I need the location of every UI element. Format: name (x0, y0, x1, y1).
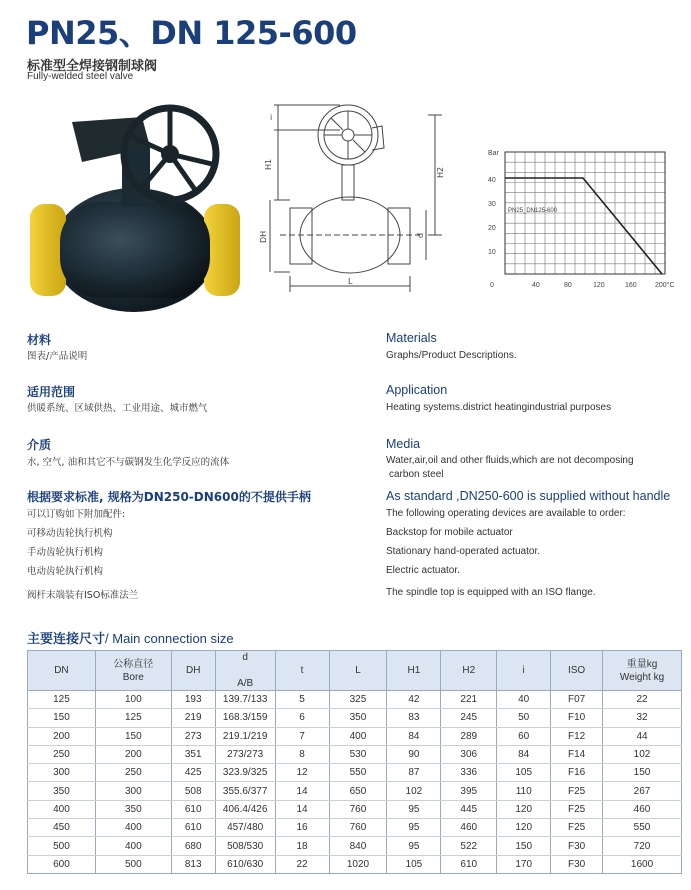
table-cell: 95 (387, 819, 441, 837)
header-d-bottom: A/B (237, 678, 254, 689)
label-i: i (270, 113, 273, 122)
table-cell: F16 (551, 764, 603, 782)
header-dn: DN (28, 651, 96, 691)
standard-en-note: The spindle top is equipped with an ISO flange. (386, 587, 596, 598)
dimensions-table (27, 650, 682, 874)
media-cn-text: 水, 空气, 油和其它不与碳钢发生化学反应的流体 (27, 457, 230, 468)
header-d-top: d (242, 652, 248, 663)
media-en-title: Media (386, 437, 421, 451)
table-cell: 600 (28, 855, 96, 873)
table-cell: F30 (551, 837, 603, 855)
table-cell: 150 (28, 709, 96, 727)
table-cell: 120 (497, 819, 551, 837)
standard-cn (27, 489, 311, 605)
application-cn-text: 供暖系统、区域供热、工业用途、城市燃气 (27, 403, 208, 414)
table-cell: 102 (603, 745, 682, 763)
application-cn-title: 适用范围 (27, 385, 76, 399)
table-cell: 306 (441, 745, 497, 763)
table-cell: F07 (551, 691, 603, 709)
application-en-text: Heating systems.district heatingindustrial purposes (386, 402, 612, 413)
table-cell: 350 (329, 709, 387, 727)
table-cell: 200 (28, 727, 96, 745)
table-cell: 267 (603, 782, 682, 800)
table-cell: 139.7/133 (215, 691, 275, 709)
table-cell: 550 (603, 819, 682, 837)
table-cell: 100 (95, 691, 171, 709)
standard-cn-item: 电动齿轮执行机构 (27, 566, 104, 577)
standard-cn-item: 手动齿轮执行机构 (27, 547, 104, 558)
table-row (28, 727, 682, 745)
header-iso: ISO (551, 651, 603, 691)
graph-x-tick: 160 (625, 282, 637, 289)
graph-x-tick: 0 (490, 282, 494, 289)
table-cell: 355.6/377 (215, 782, 275, 800)
table-cell: F25 (551, 782, 603, 800)
table-cell: 460 (441, 819, 497, 837)
header-h2: H2 (441, 651, 497, 691)
table-row (28, 855, 682, 873)
table-cell: F25 (551, 800, 603, 818)
table-cell: 1600 (603, 855, 682, 873)
table-cell: 400 (28, 800, 96, 818)
table-cell: 720 (603, 837, 682, 855)
table-cell: 300 (95, 782, 171, 800)
header-bore-cn: 公称直径 (113, 658, 154, 670)
materials-en-text: Graphs/Product Descriptions. (386, 350, 517, 361)
application-cn (27, 384, 208, 416)
table-cell: 193 (171, 691, 215, 709)
table-cell: 530 (329, 745, 387, 763)
page-title: PN25、DN 125-600 (26, 14, 357, 52)
table-cell: 125 (28, 691, 96, 709)
table-header-row (28, 651, 682, 691)
table-cell: 120 (497, 800, 551, 818)
table-cell: 273 (171, 727, 215, 745)
standard-en (386, 488, 670, 602)
standard-en-item: Backstop for mobile actuator (386, 527, 513, 538)
table-cell: 7 (275, 727, 329, 745)
media-cn (27, 437, 229, 470)
standard-en-item: Stationary hand-operated actuator. (386, 546, 540, 557)
table-cell: 32 (603, 709, 682, 727)
table-cell: 22 (275, 855, 329, 873)
table-cell: 219 (171, 709, 215, 727)
table-cell: 84 (387, 727, 441, 745)
subtitle-chinese: 标准型全焊接钢制球阀 (27, 59, 158, 74)
table-cell: 50 (497, 709, 551, 727)
graph-y-tick: 20 (488, 225, 496, 232)
media-en-text-line1: Water,air,oil and other fluids,which are not decomposing (386, 455, 634, 466)
header-t: t (275, 651, 329, 691)
table-cell: 351 (171, 745, 215, 763)
table-cell: 44 (603, 727, 682, 745)
materials-en-title: Materials (386, 331, 437, 345)
table-cell: 500 (28, 837, 96, 855)
table-cell: 168.3/159 (215, 709, 275, 727)
table-cell: 14 (275, 782, 329, 800)
table-row (28, 800, 682, 818)
table-cell: 273/273 (215, 745, 275, 763)
table-cell: 406.4/426 (215, 800, 275, 818)
header-weight-cn: 重量kg (626, 658, 658, 670)
table-cell: 508/530 (215, 837, 275, 855)
table-row (28, 709, 682, 727)
table-cell: 1020 (329, 855, 387, 873)
materials-en (386, 330, 517, 363)
table-cell: 40 (497, 691, 551, 709)
table-cell: 680 (171, 837, 215, 855)
table-cell: 522 (441, 837, 497, 855)
graph-x-tick: 80 (564, 282, 572, 289)
table-cell: 16 (275, 819, 329, 837)
table-cell: 400 (95, 819, 171, 837)
table-cell: 14 (275, 800, 329, 818)
standard-cn-title: 根据要求标准, 规格为DN250-DN600的不提供手柄 (27, 490, 311, 504)
table-row (28, 745, 682, 763)
table-cell: 610 (171, 800, 215, 818)
standard-cn-item: 可移动齿轮执行机构 (27, 528, 113, 539)
standard-cn-item: 可以订购如下附加配件: (27, 509, 126, 520)
table-cell: 395 (441, 782, 497, 800)
header-i: i (497, 651, 551, 691)
table-cell: F10 (551, 709, 603, 727)
table-title-en: / Main connection size (105, 631, 234, 646)
table-cell: 457/480 (215, 819, 275, 837)
table-cell: 760 (329, 800, 387, 818)
table-row (28, 837, 682, 855)
media-en (386, 436, 634, 482)
table-row (28, 782, 682, 800)
graph-y-tick: 40 (488, 177, 496, 184)
table-cell: 150 (603, 764, 682, 782)
label-l: L (348, 277, 353, 286)
table-cell: 550 (329, 764, 387, 782)
header-l: L (329, 651, 387, 691)
table-cell: 6 (275, 709, 329, 727)
table-cell: 12 (275, 764, 329, 782)
table-cell: F25 (551, 819, 603, 837)
table-cell: 323.9/325 (215, 764, 275, 782)
header-weight (603, 651, 682, 691)
table-cell: 87 (387, 764, 441, 782)
table-cell: 336 (441, 764, 497, 782)
header-h1: H1 (387, 651, 441, 691)
table-cell: 250 (28, 745, 96, 763)
table-cell: 289 (441, 727, 497, 745)
header-bore-en: Bore (122, 671, 144, 683)
table-cell: 84 (497, 745, 551, 763)
table-cell: 83 (387, 709, 441, 727)
table-cell: 350 (28, 782, 96, 800)
table-cell: 5 (275, 691, 329, 709)
table-cell: 105 (497, 764, 551, 782)
table-cell: F30 (551, 855, 603, 873)
table-cell: 610 (171, 819, 215, 837)
table-cell: 170 (497, 855, 551, 873)
table-cell: 245 (441, 709, 497, 727)
table-cell: 125 (95, 709, 171, 727)
standard-en-item: The following operating devices are available to order: (386, 508, 626, 519)
label-h1: H1 (264, 158, 273, 170)
label-dh: DH (259, 230, 268, 243)
table-cell: 450 (28, 819, 96, 837)
table-cell: 102 (387, 782, 441, 800)
table-row (28, 691, 682, 709)
table-cell: 460 (603, 800, 682, 818)
label-h2: H2 (436, 166, 445, 178)
graph-y-tick: 30 (488, 201, 496, 208)
table-cell: 508 (171, 782, 215, 800)
pressure-temperature-graph (480, 140, 680, 295)
table-cell: 110 (497, 782, 551, 800)
table-cell: 425 (171, 764, 215, 782)
table-cell: 90 (387, 745, 441, 763)
table-cell: 325 (329, 691, 387, 709)
table-cell: 610/630 (215, 855, 275, 873)
graph-x-tick: 120 (593, 282, 605, 289)
header-weight-en: Weight kg (619, 671, 665, 683)
table-title (27, 628, 234, 647)
dimension-drawing (260, 100, 450, 295)
table-row (28, 764, 682, 782)
standard-cn-note: 阀杆末端装有ISO标准法兰 (27, 590, 139, 601)
table-cell: 813 (171, 855, 215, 873)
table-row (28, 819, 682, 837)
table-title-cn: 主要连接尺寸 (27, 632, 106, 647)
table-cell: 445 (441, 800, 497, 818)
table-cell: 350 (95, 800, 171, 818)
graph-y-unit: Bar (488, 150, 499, 157)
header-dh: DH (171, 651, 215, 691)
table-cell: 22 (603, 691, 682, 709)
application-en-title: Application (386, 383, 448, 397)
table-cell: F14 (551, 745, 603, 763)
graph-series-label: PN25_DN125-600 (508, 208, 558, 214)
table-cell: 200 (95, 745, 171, 763)
table-cell: 105 (387, 855, 441, 873)
table-cell: 400 (329, 727, 387, 745)
materials-cn-title: 材料 (27, 333, 52, 347)
media-en-text-line2: carbon steel (389, 469, 444, 480)
standard-en-item: Electric actuator. (386, 565, 460, 576)
materials-cn (27, 332, 87, 364)
table-cell: 300 (28, 764, 96, 782)
table-cell: 650 (329, 782, 387, 800)
table-cell: 760 (329, 819, 387, 837)
graph-x-tick: 200°C (655, 282, 675, 289)
table-cell: 610 (441, 855, 497, 873)
table-cell: 150 (95, 727, 171, 745)
valve-photo (22, 92, 247, 322)
table-cell: 219.1/219 (215, 727, 275, 745)
table-cell: F12 (551, 727, 603, 745)
table-cell: 500 (95, 855, 171, 873)
application-en (386, 382, 611, 415)
media-cn-title: 介质 (27, 438, 52, 452)
label-d: d (416, 232, 425, 238)
table-cell: 250 (95, 764, 171, 782)
table-cell: 95 (387, 800, 441, 818)
standard-en-title: As standard ,DN250-600 is supplied without handle (386, 489, 671, 503)
table-cell: 221 (441, 691, 497, 709)
table-cell: 95 (387, 837, 441, 855)
table-cell: 42 (387, 691, 441, 709)
header-bore (95, 651, 171, 691)
graph-x-tick: 40 (532, 282, 540, 289)
graph-y-tick: 10 (488, 249, 496, 256)
table-cell: 400 (95, 837, 171, 855)
table-cell: 840 (329, 837, 387, 855)
header-d (215, 651, 275, 691)
materials-cn-text: 图表/产品说明 (27, 351, 88, 362)
table-cell: 18 (275, 837, 329, 855)
table-cell: 150 (497, 837, 551, 855)
table-cell: 8 (275, 745, 329, 763)
subtitle-english: Fully-welded steel valve (27, 71, 134, 82)
table-cell: 60 (497, 727, 551, 745)
